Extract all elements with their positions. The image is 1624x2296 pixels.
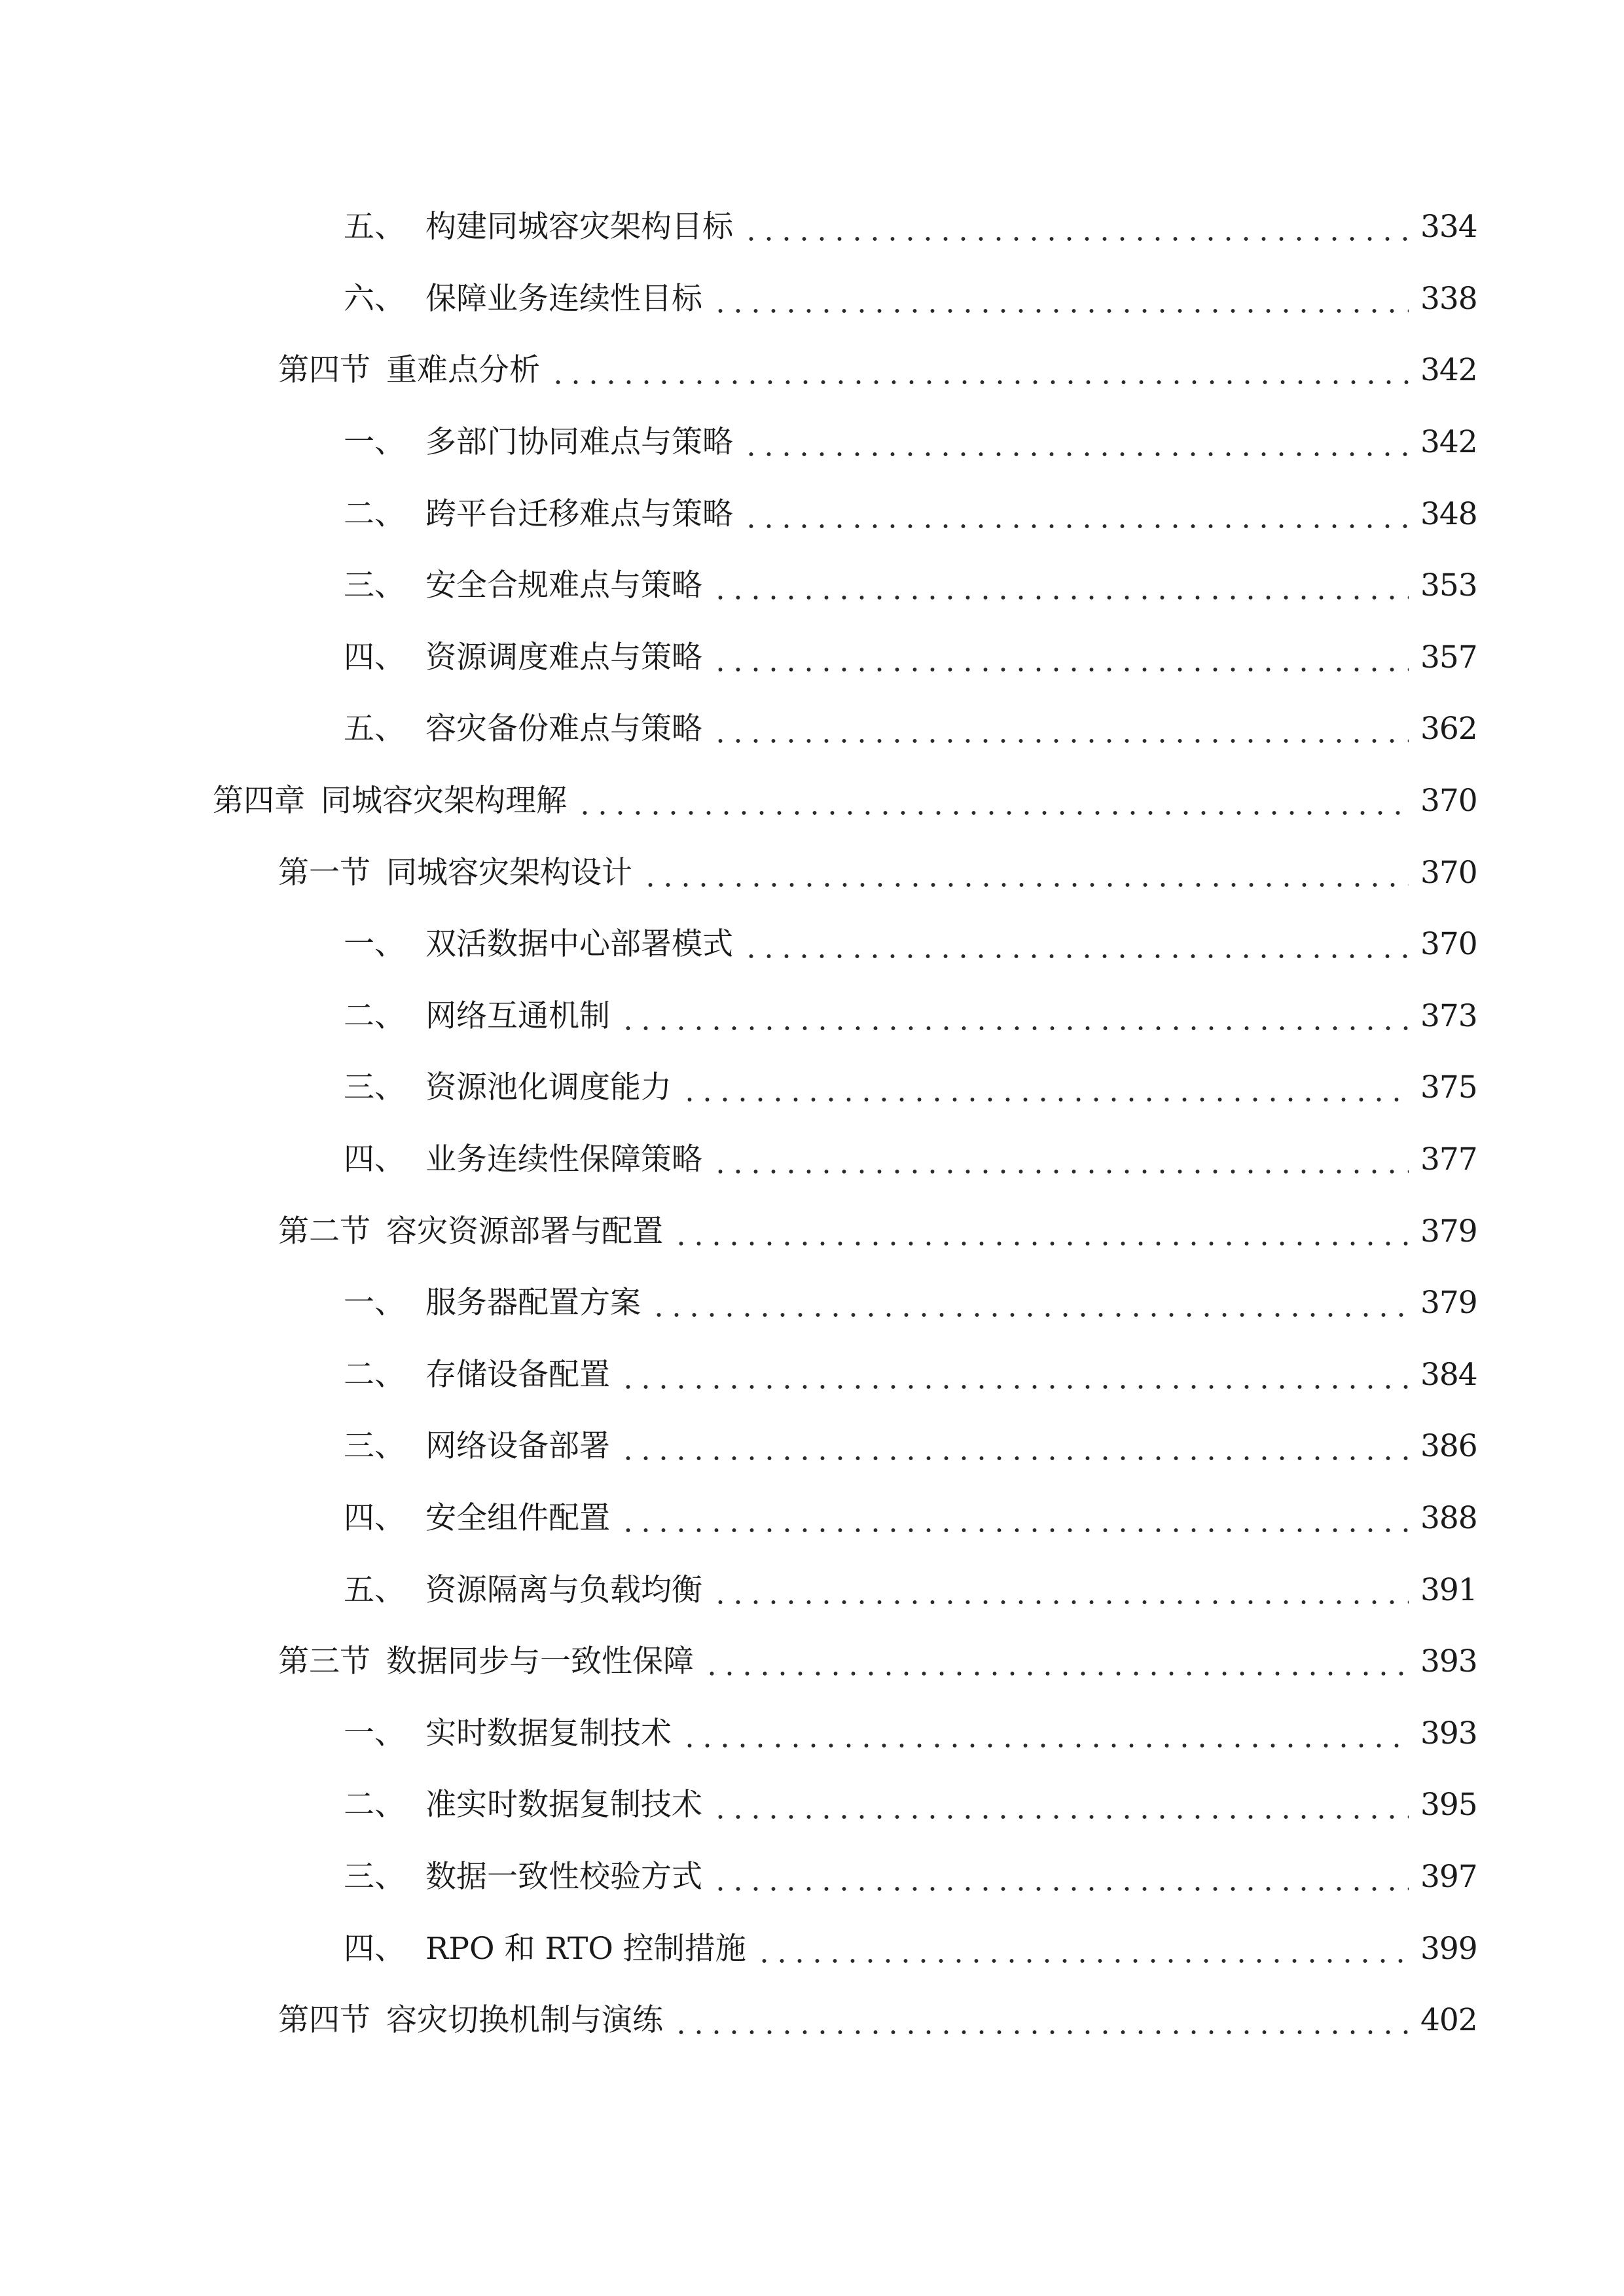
dot-leader bbox=[742, 499, 1409, 529]
toc-entry-title: 存储设备配置 bbox=[425, 1356, 610, 1393]
toc-entry-number: 二、 bbox=[344, 997, 405, 1034]
toc-entry-page-number: 377 bbox=[1420, 1141, 1477, 1178]
toc-entry[interactable] bbox=[0, 1052, 1624, 1124]
toc-entry[interactable] bbox=[0, 1769, 1624, 1841]
toc-entry-page-number: 342 bbox=[1420, 352, 1477, 389]
dot-leader bbox=[712, 283, 1409, 314]
toc-entry-page-number: 395 bbox=[1420, 1787, 1477, 1823]
dot-leader bbox=[712, 1861, 1409, 1892]
toc-entry-page-number: 393 bbox=[1420, 1643, 1477, 1680]
toc-entry-title: 数据一致性校验方式 bbox=[425, 1858, 702, 1895]
toc-entry-number: 第四节 bbox=[278, 352, 370, 389]
dot-leader bbox=[712, 713, 1409, 744]
toc-entry[interactable] bbox=[0, 478, 1624, 550]
toc-entry-number: 一、 bbox=[344, 1715, 405, 1751]
toc-entry-number: 二、 bbox=[344, 1787, 405, 1823]
toc-entry-title: 跨平台迁移难点与策略 bbox=[425, 495, 733, 532]
toc-entry-page-number: 334 bbox=[1420, 209, 1477, 245]
toc-entry-page-number: 402 bbox=[1420, 2002, 1477, 2039]
toc-entry-title: 实时数据复制技术 bbox=[425, 1715, 672, 1751]
toc-entry-title: 网络设备部署 bbox=[425, 1428, 610, 1465]
dot-leader bbox=[712, 1575, 1409, 1605]
toc-entry[interactable] bbox=[0, 1554, 1624, 1626]
toc-entry-page-number: 370 bbox=[1420, 783, 1477, 819]
toc-entry[interactable] bbox=[0, 334, 1624, 406]
toc-entry[interactable] bbox=[0, 1841, 1624, 1913]
toc-entry-title: 容灾备份难点与策略 bbox=[425, 711, 702, 747]
toc-entry[interactable] bbox=[0, 1912, 1624, 1984]
dot-leader bbox=[742, 211, 1409, 242]
toc-entry-number: 三、 bbox=[344, 1858, 405, 1895]
dot-leader bbox=[742, 427, 1409, 457]
toc-entry-page-number: 391 bbox=[1420, 1571, 1477, 1608]
toc-entry[interactable] bbox=[0, 1267, 1624, 1339]
toc-entry-title: 数据同步与一致性保障 bbox=[386, 1643, 694, 1680]
toc-entry[interactable] bbox=[0, 1984, 1624, 2056]
toc-entry-title: RPO 和 RTO 控制措施 bbox=[425, 1930, 746, 1967]
toc-entry-number: 三、 bbox=[344, 1428, 405, 1465]
toc-entry-number: 二、 bbox=[344, 1356, 405, 1393]
dot-leader bbox=[549, 355, 1409, 386]
toc-entry[interactable] bbox=[0, 550, 1624, 622]
dot-leader bbox=[619, 1431, 1409, 1462]
dot-leader bbox=[742, 929, 1409, 960]
toc-entry-title: 资源隔离与负载均衡 bbox=[425, 1571, 702, 1608]
toc-entry-title: 资源调度难点与策略 bbox=[425, 639, 702, 675]
toc-entry-number: 五、 bbox=[344, 711, 405, 747]
toc-entry[interactable] bbox=[0, 1339, 1624, 1411]
toc-entry-page-number: 399 bbox=[1420, 1930, 1477, 1967]
toc-entry[interactable] bbox=[0, 1626, 1624, 1698]
toc-entry-number: 六、 bbox=[344, 280, 405, 317]
toc-entry-number: 三、 bbox=[344, 1069, 405, 1106]
toc-entry-number: 一、 bbox=[344, 1285, 405, 1321]
toc-entry-number: 四、 bbox=[344, 1141, 405, 1178]
toc-entry[interactable] bbox=[0, 622, 1624, 694]
toc-entry-number: 五、 bbox=[344, 1571, 405, 1608]
toc-entry-number: 四、 bbox=[344, 1930, 405, 1967]
toc-entry-page-number: 393 bbox=[1420, 1715, 1477, 1751]
toc-entry-page-number: 379 bbox=[1420, 1285, 1477, 1321]
toc-entry-number: 第四章 bbox=[213, 783, 305, 819]
toc-entry-title: 双活数据中心部署模式 bbox=[425, 926, 733, 963]
toc-entry-number: 一、 bbox=[344, 926, 405, 963]
toc-entry[interactable] bbox=[0, 980, 1624, 1052]
toc-entry[interactable] bbox=[0, 908, 1624, 980]
toc-entry-number: 五、 bbox=[344, 209, 405, 245]
toc-entry-title: 构建同城容灾架构目标 bbox=[425, 209, 733, 245]
toc-entry-page-number: 348 bbox=[1420, 495, 1477, 532]
toc-entry-title: 网络互通机制 bbox=[425, 997, 610, 1034]
toc-entry[interactable] bbox=[0, 693, 1624, 765]
toc-entry[interactable] bbox=[0, 1195, 1624, 1267]
toc-entry-title: 准实时数据复制技术 bbox=[425, 1787, 702, 1823]
toc-entry-page-number: 375 bbox=[1420, 1069, 1477, 1106]
toc-entry-title: 保障业务连续性目标 bbox=[425, 280, 702, 317]
dot-leader bbox=[672, 2005, 1409, 2036]
dot-leader bbox=[712, 642, 1409, 673]
toc-entry-title: 同城容灾架构设计 bbox=[386, 854, 632, 891]
toc-entry-page-number: 386 bbox=[1420, 1428, 1477, 1465]
toc-entry[interactable] bbox=[0, 263, 1624, 335]
dot-leader bbox=[712, 1144, 1409, 1175]
toc-entry[interactable] bbox=[0, 1697, 1624, 1769]
toc-entry-page-number: 357 bbox=[1420, 639, 1477, 675]
toc-entry[interactable] bbox=[0, 1410, 1624, 1482]
dot-leader bbox=[619, 1001, 1409, 1031]
toc-entry-title: 安全合规难点与策略 bbox=[425, 567, 702, 604]
dot-leader bbox=[641, 857, 1409, 888]
toc-entry-title: 服务器配置方案 bbox=[425, 1285, 641, 1321]
toc-entry[interactable] bbox=[0, 836, 1624, 908]
toc-entry-page-number: 388 bbox=[1420, 1499, 1477, 1536]
toc-entry[interactable] bbox=[0, 1482, 1624, 1554]
toc-entry-page-number: 362 bbox=[1420, 711, 1477, 747]
toc-entry-page-number: 370 bbox=[1420, 926, 1477, 963]
dot-leader bbox=[712, 1789, 1409, 1820]
toc-entry-page-number: 370 bbox=[1420, 854, 1477, 891]
toc-entry-page-number: 342 bbox=[1420, 424, 1477, 461]
toc-entry-number: 第一节 bbox=[278, 854, 370, 891]
toc-entry-number: 一、 bbox=[344, 424, 405, 461]
dot-leader bbox=[619, 1359, 1409, 1390]
toc-entry-page-number: 379 bbox=[1420, 1213, 1477, 1249]
dot-leader bbox=[576, 785, 1409, 816]
toc-entry-number: 第二节 bbox=[278, 1213, 370, 1249]
dot-leader bbox=[712, 570, 1409, 601]
toc-entry-number: 四、 bbox=[344, 639, 405, 675]
dot-leader bbox=[681, 1718, 1409, 1749]
toc-entry-page-number: 397 bbox=[1420, 1858, 1477, 1895]
toc-entry-number: 三、 bbox=[344, 567, 405, 604]
table-of-contents bbox=[0, 191, 1624, 2056]
dot-leader bbox=[650, 1287, 1409, 1318]
toc-entry-title: 容灾资源部署与配置 bbox=[386, 1213, 663, 1249]
toc-entry-page-number: 353 bbox=[1420, 567, 1477, 604]
toc-entry-title: 业务连续性保障策略 bbox=[425, 1141, 702, 1178]
toc-entry-number: 二、 bbox=[344, 495, 405, 532]
toc-entry-title: 同城容灾架构理解 bbox=[321, 783, 567, 819]
dot-leader bbox=[703, 1646, 1409, 1677]
toc-entry-title: 安全组件配置 bbox=[425, 1499, 610, 1536]
toc-entry-title: 容灾切换机制与演练 bbox=[386, 2002, 663, 2039]
toc-entry[interactable] bbox=[0, 765, 1624, 837]
toc-entry-title: 多部门协同难点与策略 bbox=[425, 424, 733, 461]
dot-leader bbox=[619, 1503, 1409, 1534]
toc-entry-number: 四、 bbox=[344, 1499, 405, 1536]
toc-entry[interactable] bbox=[0, 406, 1624, 478]
dot-leader bbox=[681, 1072, 1409, 1103]
dot-leader bbox=[755, 1933, 1409, 1964]
toc-entry-title: 资源池化调度能力 bbox=[425, 1069, 672, 1106]
toc-entry-number: 第三节 bbox=[278, 1643, 370, 1680]
dot-leader bbox=[672, 1216, 1409, 1247]
toc-entry-page-number: 384 bbox=[1420, 1356, 1477, 1393]
toc-entry[interactable] bbox=[0, 191, 1624, 263]
toc-entry-page-number: 373 bbox=[1420, 997, 1477, 1034]
toc-entry-number: 第四节 bbox=[278, 2002, 370, 2039]
toc-entry-page-number: 338 bbox=[1420, 280, 1477, 317]
toc-entry-title: 重难点分析 bbox=[386, 352, 540, 389]
toc-entry[interactable] bbox=[0, 1124, 1624, 1196]
